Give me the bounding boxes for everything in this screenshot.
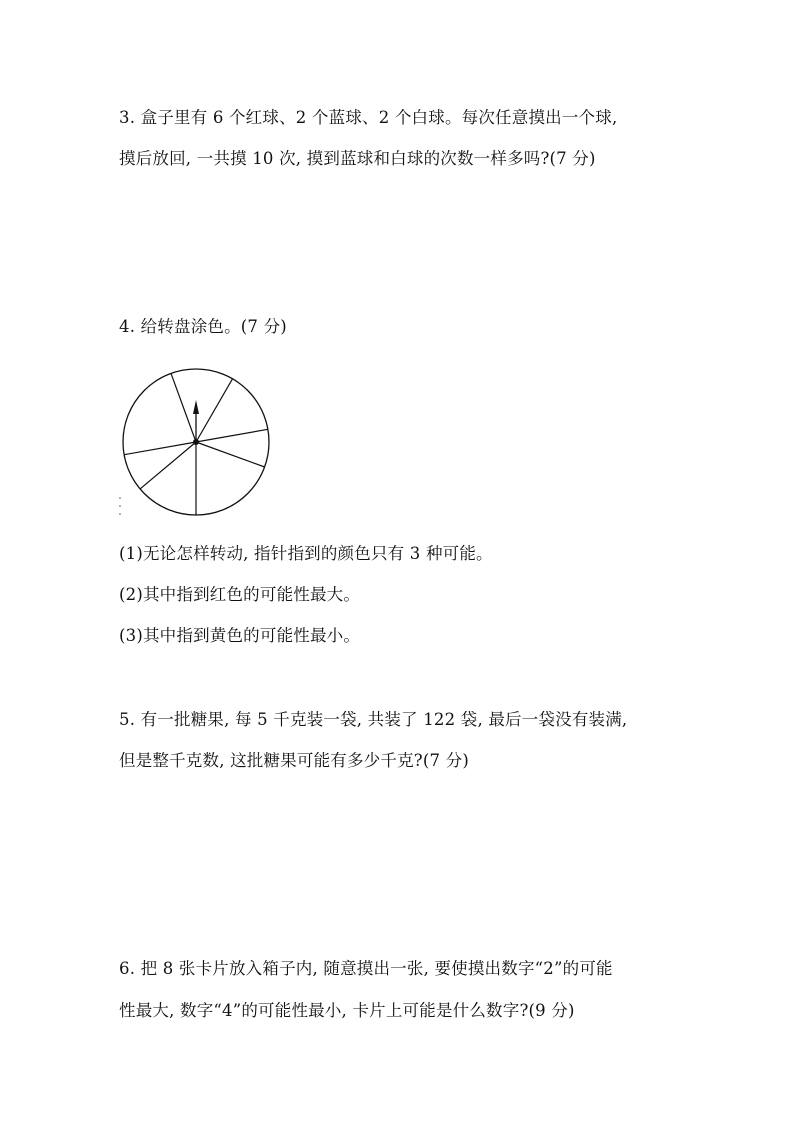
question-5-line-2: 但是整千克数, 这批糖果可能有多少千克?(7 分) [119,751,469,770]
question-5-line-1: 5. 有一批糖果, 每 5 千克装一袋, 共装了 122 袋, 最后一袋没有装满, [119,710,628,729]
spinner-divider-1 [171,373,196,442]
spinner-divider-6 [140,442,196,489]
spinner-divider-4 [196,442,265,467]
spinner-divider-2 [196,379,233,442]
question-3-line-2: 摸后放回, 一共摸 10 次, 摸到蓝球和白球的次数一样多吗?(7 分) [119,149,596,168]
spinner-divider-7 [124,442,196,455]
spinner-figure [118,368,270,520]
spinner-center-dot [193,439,199,445]
question-4-item-2: (2)其中指到红色的可能性最大。 [119,585,361,604]
margin-dots-icon [119,497,121,515]
question-6-line-1: 6. 把 8 张卡片放入箱子内, 随意摸出一张, 要使摸出数字“2”的可能 [119,959,613,978]
spinner-divider-3 [196,429,268,442]
question-6-line-2: 性最大, 数字“4”的可能性最小, 卡片上可能是什么数字?(9 分) [119,1001,575,1020]
question-3-line-1: 3. 盒子里有 6 个红球、2 个蓝球、2 个白球。每次任意摸出一个球, [119,108,618,127]
question-4-item-1: (1)无论怎样转动, 指针指到的颜色只有 3 种可能。 [119,544,493,563]
question-4-title: 4. 给转盘涂色。(7 分) [119,317,287,336]
question-4-item-3: (3)其中指到黄色的可能性最小。 [119,626,361,645]
